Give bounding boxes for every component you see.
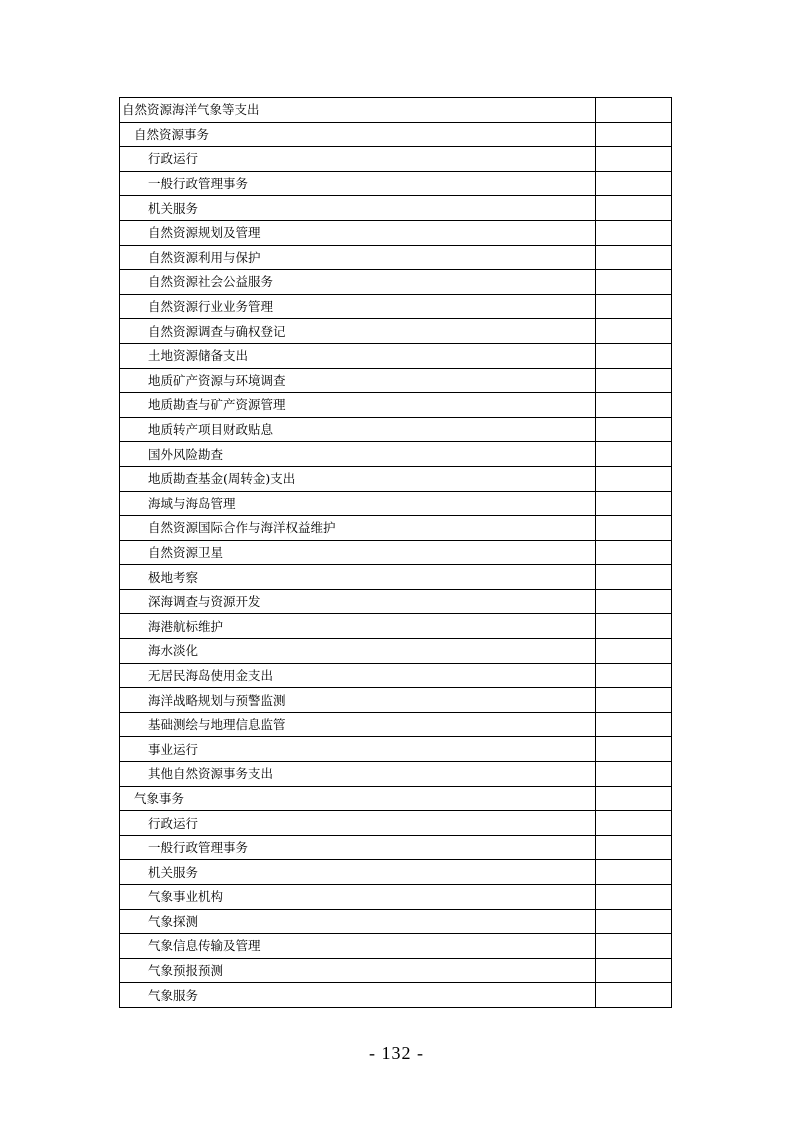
item-name-cell: 土地资源储备支出 (120, 343, 596, 368)
item-name-cell: 深海调查与资源开发 (120, 589, 596, 614)
amount-cell (596, 466, 672, 491)
amount-cell (596, 171, 672, 196)
table-row (120, 589, 672, 614)
table-row (120, 909, 672, 934)
amount-cell (596, 885, 672, 910)
table-row (120, 319, 672, 344)
table-row (120, 98, 672, 123)
table-row (120, 245, 672, 270)
amount-cell (596, 983, 672, 1008)
table-row (120, 860, 672, 885)
item-name-cell: 一般行政管理事务 (120, 171, 596, 196)
table-row (120, 122, 672, 147)
amount-cell (596, 712, 672, 737)
amount-cell (596, 762, 672, 787)
table-row (120, 811, 672, 836)
item-name-cell: 其他自然资源事务支出 (120, 762, 596, 787)
item-name-cell: 国外风险勘查 (120, 442, 596, 467)
expenditure-table-body (120, 98, 672, 1008)
table-row (120, 614, 672, 639)
amount-cell (596, 196, 672, 221)
amount-cell (596, 589, 672, 614)
item-name-cell: 自然资源海洋气象等支出 (120, 98, 596, 123)
table-row (120, 565, 672, 590)
amount-cell (596, 442, 672, 467)
item-name-cell: 气象服务 (120, 983, 596, 1008)
page-number: - 132 - (369, 1043, 424, 1063)
item-name-cell: 一般行政管理事务 (120, 835, 596, 860)
item-name-cell: 气象事业机构 (120, 885, 596, 910)
table-row (120, 737, 672, 762)
item-name-cell: 气象探测 (120, 909, 596, 934)
amount-cell (596, 614, 672, 639)
item-name-cell: 海域与海岛管理 (120, 491, 596, 516)
amount-cell (596, 516, 672, 541)
amount-cell (596, 393, 672, 418)
table-row (120, 294, 672, 319)
amount-cell (596, 245, 672, 270)
amount-cell (596, 270, 672, 295)
amount-cell (596, 811, 672, 836)
table-row (120, 368, 672, 393)
table-row (120, 393, 672, 418)
item-name-cell: 自然资源社会公益服务 (120, 270, 596, 295)
table-row (120, 417, 672, 442)
item-name-cell: 行政运行 (120, 147, 596, 172)
amount-cell (596, 786, 672, 811)
amount-cell (596, 958, 672, 983)
amount-cell (596, 663, 672, 688)
item-name-cell: 无居民海岛使用金支出 (120, 663, 596, 688)
table-row (120, 786, 672, 811)
table-row (120, 663, 672, 688)
amount-cell (596, 220, 672, 245)
amount-cell (596, 540, 672, 565)
item-name-cell: 海洋战略规划与预警监测 (120, 688, 596, 713)
item-name-cell: 海港航标维护 (120, 614, 596, 639)
item-name-cell: 自然资源调查与确权登记 (120, 319, 596, 344)
item-name-cell: 海水淡化 (120, 639, 596, 664)
table-row (120, 885, 672, 910)
item-name-cell: 自然资源利用与保护 (120, 245, 596, 270)
item-name-cell: 极地考察 (120, 565, 596, 590)
table-row (120, 171, 672, 196)
amount-cell (596, 98, 672, 123)
table-row (120, 958, 672, 983)
table-row (120, 270, 672, 295)
amount-cell (596, 343, 672, 368)
amount-cell (596, 368, 672, 393)
item-name-cell: 自然资源行业业务管理 (120, 294, 596, 319)
item-name-cell: 气象预报预测 (120, 958, 596, 983)
table-row (120, 196, 672, 221)
table-row (120, 343, 672, 368)
item-name-cell: 自然资源卫星 (120, 540, 596, 565)
table-row (120, 712, 672, 737)
item-name-cell: 地质勘查与矿产资源管理 (120, 393, 596, 418)
table-row (120, 762, 672, 787)
table-row (120, 835, 672, 860)
amount-cell (596, 934, 672, 959)
amount-cell (596, 909, 672, 934)
item-name-cell: 机关服务 (120, 860, 596, 885)
table-row (120, 639, 672, 664)
amount-cell (596, 417, 672, 442)
amount-cell (596, 122, 672, 147)
table-row (120, 934, 672, 959)
table-row (120, 688, 672, 713)
amount-cell (596, 639, 672, 664)
amount-cell (596, 688, 672, 713)
table-row (120, 540, 672, 565)
item-name-cell: 自然资源规划及管理 (120, 220, 596, 245)
item-name-cell: 自然资源国际合作与海洋权益维护 (120, 516, 596, 541)
amount-cell (596, 491, 672, 516)
item-name-cell: 地质矿产资源与环境调查 (120, 368, 596, 393)
table-row (120, 466, 672, 491)
table-row (120, 220, 672, 245)
amount-cell (596, 294, 672, 319)
item-name-cell: 地质勘查基金(周转金)支出 (120, 466, 596, 491)
amount-cell (596, 737, 672, 762)
table-row (120, 983, 672, 1008)
item-name-cell: 地质转产项目财政贴息 (120, 417, 596, 442)
item-name-cell: 机关服务 (120, 196, 596, 221)
item-name-cell: 行政运行 (120, 811, 596, 836)
amount-cell (596, 835, 672, 860)
item-name-cell: 气象信息传输及管理 (120, 934, 596, 959)
item-name-cell: 自然资源事务 (120, 122, 596, 147)
amount-cell (596, 147, 672, 172)
amount-cell (596, 860, 672, 885)
table-row (120, 491, 672, 516)
item-name-cell: 事业运行 (120, 737, 596, 762)
item-name-cell: 气象事务 (120, 786, 596, 811)
table-row (120, 442, 672, 467)
amount-cell (596, 565, 672, 590)
table-row (120, 516, 672, 541)
amount-cell (596, 319, 672, 344)
table-row (120, 147, 672, 172)
item-name-cell: 基础测绘与地理信息监管 (120, 712, 596, 737)
expenditure-table (119, 97, 672, 1008)
